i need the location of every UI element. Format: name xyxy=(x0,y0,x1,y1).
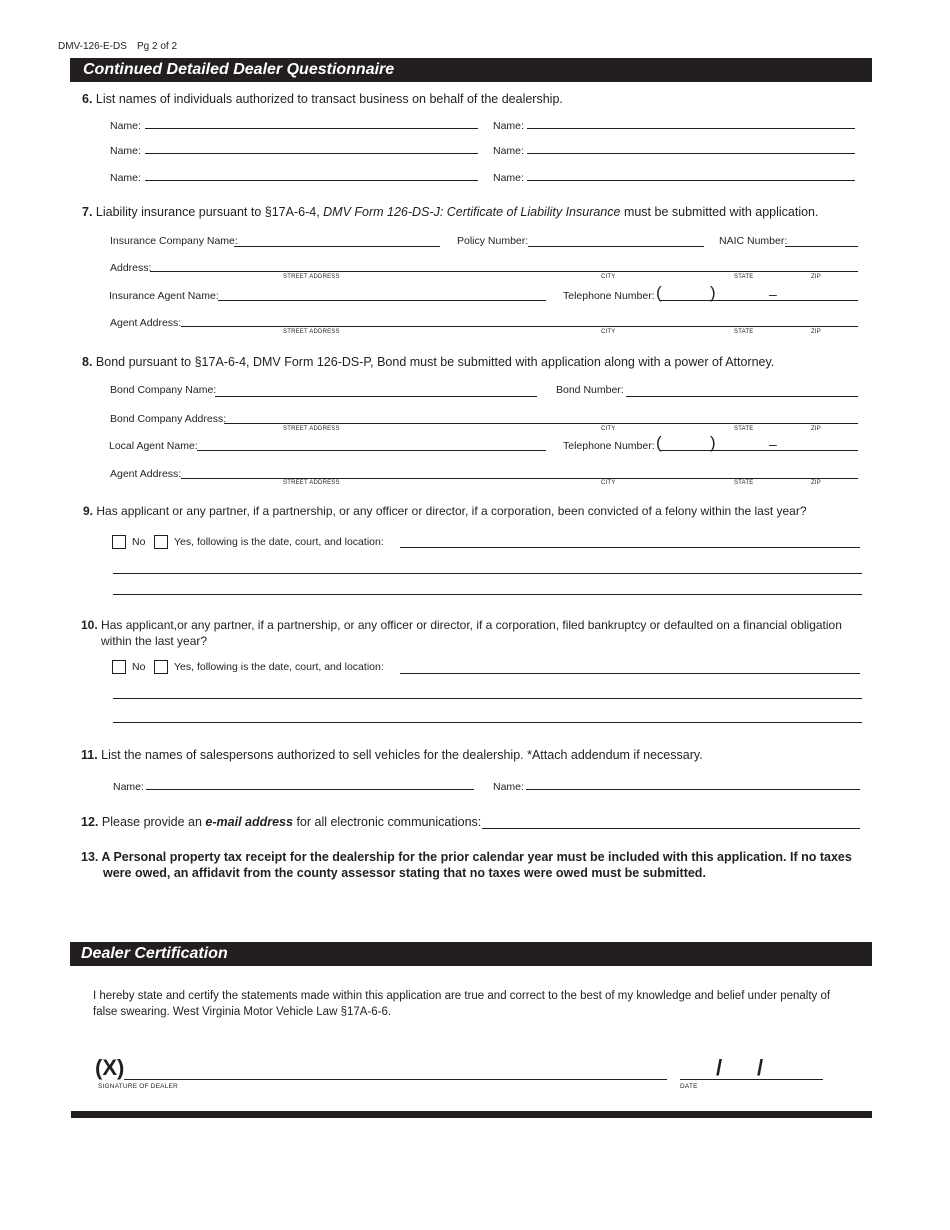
insurance-phone-field[interactable] xyxy=(660,300,858,301)
caption-zip: ZIP xyxy=(811,426,821,432)
q9-yes-label: Yes, following is the date, court, and location: xyxy=(174,536,384,548)
q10-no-checkbox[interactable] xyxy=(112,660,126,674)
caption-zip: ZIP xyxy=(811,329,821,335)
bond-phone-field[interactable] xyxy=(660,450,858,451)
question-6: 6. List names of individuals authorized to transact business on behalf of the dealership. xyxy=(82,92,563,106)
question-10: 10. Has applicant,or any partner, if a partnership, or any officer or director, if a corporation, filed bankruptcy or defaulted on a financial obligation xyxy=(81,618,842,632)
q6-name-label-1: Name: xyxy=(110,120,141,132)
question-12: 12. Please provide an e-mail address for all electronic communications: xyxy=(81,815,482,829)
phone-close-paren: ) xyxy=(710,283,716,302)
phone-close-paren: ) xyxy=(710,433,716,452)
q6-name-field-6[interactable] xyxy=(527,180,855,181)
bond-company-label: Bond Company Name: xyxy=(110,384,217,396)
email-field[interactable] xyxy=(482,828,860,829)
q9-details-field-2[interactable] xyxy=(113,573,862,574)
q10-details-field-1[interactable] xyxy=(400,673,860,674)
insurance-company-label: Insurance Company Name: xyxy=(110,235,238,247)
naic-number-label: NAIC Number: xyxy=(719,235,788,247)
address-field[interactable] xyxy=(150,271,858,272)
date-slash-2: / xyxy=(757,1055,764,1080)
question-7: 7. Liability insurance pursuant to §17A-6-4, DMV Form 126-DS-J: Certificate of Liability Insurance must be submitted with application. xyxy=(82,205,819,219)
agent-address-label: Agent Address: xyxy=(110,317,182,329)
section-title-questionnaire: Continued Detailed Dealer Questionnaire xyxy=(70,58,872,82)
caption-city: CITY xyxy=(601,274,616,280)
phone-open-paren: ( xyxy=(656,433,662,452)
q9-no-label: No xyxy=(132,536,146,548)
q6-name-field-4[interactable] xyxy=(527,153,855,154)
caption-state: STATE xyxy=(734,274,754,280)
insurance-agent-address-field[interactable] xyxy=(181,326,858,327)
q10-no-label: No xyxy=(132,661,146,673)
phone-open-paren: ( xyxy=(656,283,662,302)
q6-name-label-5: Name: xyxy=(110,172,141,184)
q6-name-label-6: Name: xyxy=(493,172,524,184)
insurance-phone-label: Telephone Number: xyxy=(563,290,655,302)
phone-dash: – xyxy=(769,436,777,452)
signature-field[interactable] xyxy=(124,1079,667,1080)
question-13-line2: were owed, an affidavit from the county assessor stating that no taxes were owed must be submitted. xyxy=(103,866,706,880)
insurance-company-field[interactable] xyxy=(234,246,440,247)
page-number: Pg 2 of 2 xyxy=(137,41,178,52)
q6-name-label-2: Name: xyxy=(493,120,524,132)
q11-name-field-2[interactable] xyxy=(526,789,860,790)
q6-name-field-3[interactable] xyxy=(145,153,478,154)
caption-zip: ZIP xyxy=(811,480,821,486)
caption-city: CITY xyxy=(601,480,616,486)
signature-caption: SIGNATURE OF DEALER xyxy=(98,1083,178,1090)
bond-agent-address-label: Agent Address: xyxy=(110,468,182,480)
question-11: 11. List the names of salespersons authorized to sell vehicles for the dealership. *Attach addendum if necessary. xyxy=(81,748,703,762)
caption-zip: ZIP xyxy=(811,274,821,280)
bond-number-label: Bond Number: xyxy=(556,384,624,396)
question-13: 13. A Personal property tax receipt for the dealership for the prior calendar year must be included with this application. If no taxes xyxy=(81,850,852,864)
q10-yes-checkbox[interactable] xyxy=(154,660,168,674)
q6-name-field-2[interactable] xyxy=(527,128,855,129)
bottom-rule xyxy=(71,1111,872,1118)
q6-name-label-4: Name: xyxy=(493,145,524,157)
certification-text-line2: false swearing. West Virginia Motor Vehicle Law §17A-6-6. xyxy=(93,1006,392,1018)
address-label: Address: xyxy=(110,262,152,274)
phone-dash: – xyxy=(769,286,777,302)
q10-yes-label: Yes, following is the date, court, and location: xyxy=(174,661,384,673)
naic-number-field[interactable] xyxy=(785,246,858,247)
bond-company-address-field[interactable] xyxy=(224,423,858,424)
caption-state: STATE xyxy=(734,329,754,335)
q6-name-field-5[interactable] xyxy=(145,180,478,181)
q11-name-label-2: Name: xyxy=(493,781,524,793)
question-9: 9. Has applicant or any partner, if a partnership, or any officer or director, if a corporation, been convicted of a felony within the last year? xyxy=(83,504,807,518)
caption-street-address: STREET ADDRESS xyxy=(283,329,340,335)
q10-details-field-2[interactable] xyxy=(113,698,862,699)
bond-phone-label: Telephone Number: xyxy=(563,440,655,452)
caption-state: STATE xyxy=(734,480,754,486)
certification-text: I hereby state and certify the statements made within this application are true and correct to the best of my knowledge and belief under penalty of xyxy=(93,990,831,1002)
q9-no-checkbox[interactable] xyxy=(112,535,126,549)
policy-number-label: Policy Number: xyxy=(457,235,529,247)
bond-company-address-label: Bond Company Address: xyxy=(110,413,227,425)
q10-details-field-3[interactable] xyxy=(113,722,862,723)
q11-name-field-1[interactable] xyxy=(146,789,474,790)
q11-name-label-1: Name: xyxy=(113,781,144,793)
insurance-agent-label: Insurance Agent Name: xyxy=(109,290,219,302)
caption-street-address: STREET ADDRESS xyxy=(283,426,340,432)
insurance-agent-field[interactable] xyxy=(218,300,546,301)
form-id: DMV-126-E-DS xyxy=(58,41,127,52)
q6-name-label-3: Name: xyxy=(110,145,141,157)
caption-city: CITY xyxy=(601,329,616,335)
local-agent-label: Local Agent Name: xyxy=(109,440,198,452)
q9-details-field-3[interactable] xyxy=(113,594,862,595)
q6-name-field-1[interactable] xyxy=(145,128,478,129)
date-field[interactable] xyxy=(680,1079,823,1080)
caption-street-address: STREET ADDRESS xyxy=(283,274,340,280)
signature-mark: (X) xyxy=(95,1055,125,1080)
question-10-line2: within the last year? xyxy=(101,634,208,648)
bond-company-field[interactable] xyxy=(215,396,537,397)
policy-number-field[interactable] xyxy=(528,246,704,247)
local-agent-field[interactable] xyxy=(197,450,546,451)
bond-agent-address-field[interactable] xyxy=(181,478,858,479)
caption-street-address: STREET ADDRESS xyxy=(283,480,340,486)
caption-city: CITY xyxy=(601,426,616,432)
date-caption: DATE xyxy=(680,1083,698,1090)
question-8: 8. Bond pursuant to §17A-6-4, DMV Form 126-DS-P, Bond must be submitted with application along with a power of Attorney. xyxy=(82,355,775,369)
q9-details-field-1[interactable] xyxy=(400,547,860,548)
q9-yes-checkbox[interactable] xyxy=(154,535,168,549)
bond-number-field[interactable] xyxy=(626,396,858,397)
section-title-certification: Dealer Certification xyxy=(70,942,872,966)
caption-state: STATE xyxy=(734,426,754,432)
date-slash-1: / xyxy=(716,1055,723,1080)
